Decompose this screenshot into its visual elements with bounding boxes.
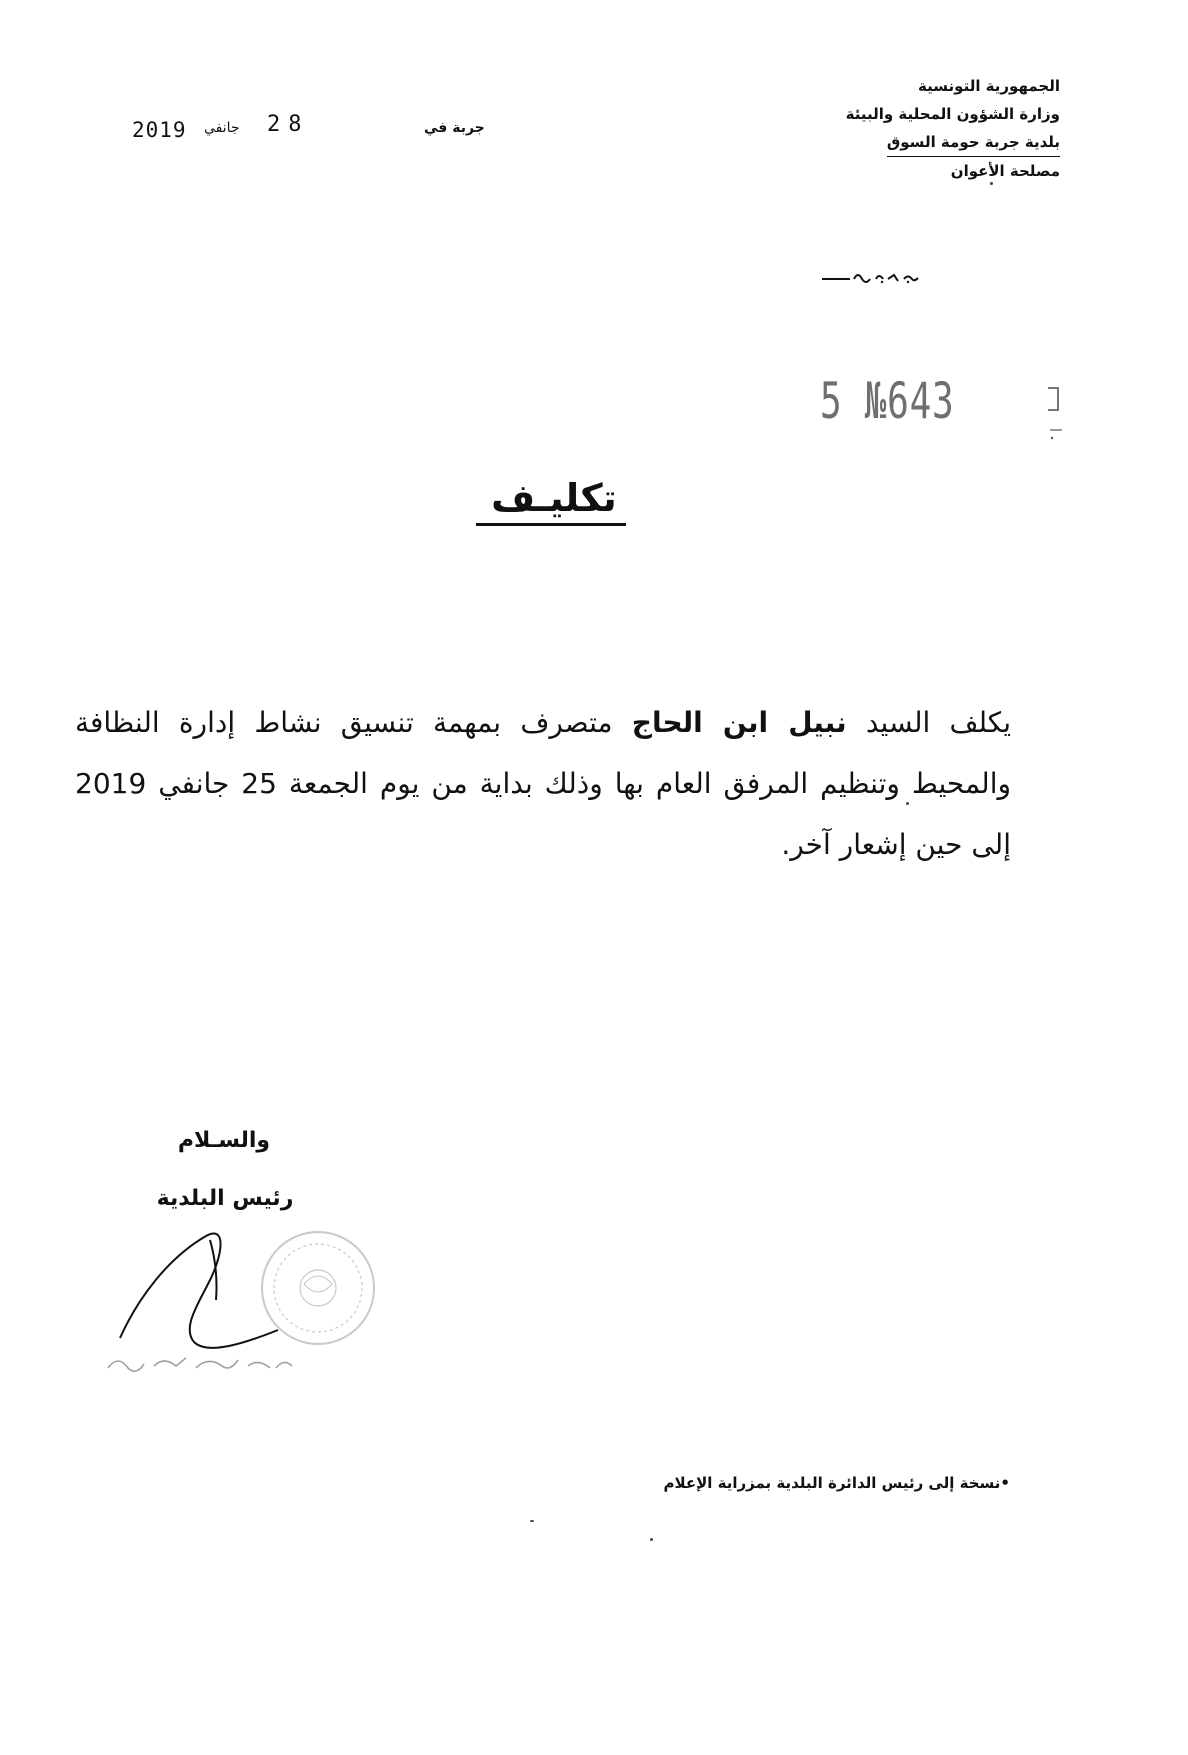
date-line [132,112,512,152]
scan-speck [990,182,993,185]
handwritten-name [108,1358,292,1371]
stamped-number: 5 №643 [820,372,955,430]
letterhead [740,72,1060,185]
body-paragraph [75,692,1011,875]
scan-speck [530,1520,534,1522]
date-year: 2019 [132,118,187,142]
signature-with-seal [98,1218,418,1378]
letterhead-ministry: وزارة الشؤون المحلية والبيئة [845,105,1060,123]
date-place: جربة في [424,120,485,136]
signature-stroke [120,1234,278,1348]
official-seal [262,1232,374,1344]
body-intro: يكلف السيد [865,706,1011,739]
letterhead-department: مصلحة الأعوان [950,162,1060,180]
date-day: 28 [267,112,310,137]
person-name: نبيل ابن الحاج [631,706,847,739]
date-month: جانفي [204,120,240,136]
signer-title: رئيس البلدية [156,1186,294,1211]
scan-speck [906,802,909,805]
body-text: متصرف بمهمة تنسيق نشاط إدارة النظافة والمحيط وتنظيم المرفق العام بها وذلك بداية من يوم الجمعة 25 جانفي 2019 إلى حين إشعار آخر. [75,706,1012,861]
letterhead-republic: الجمهورية التونسية [918,77,1060,95]
closing-salutation: والسـلام [177,1128,271,1153]
letterhead-municipality: بلدية جربة حومة السوق [887,128,1060,157]
title-underline [476,523,626,526]
scan-speck [650,1538,653,1541]
copy-note: •نسخة إلى رئيس الدائرة البلدية بمزراية الإعلام [663,1474,1010,1492]
reference-scribble [820,270,930,284]
stamp-bracket-mark [1044,384,1066,444]
document-title: تكليـف [491,476,617,520]
